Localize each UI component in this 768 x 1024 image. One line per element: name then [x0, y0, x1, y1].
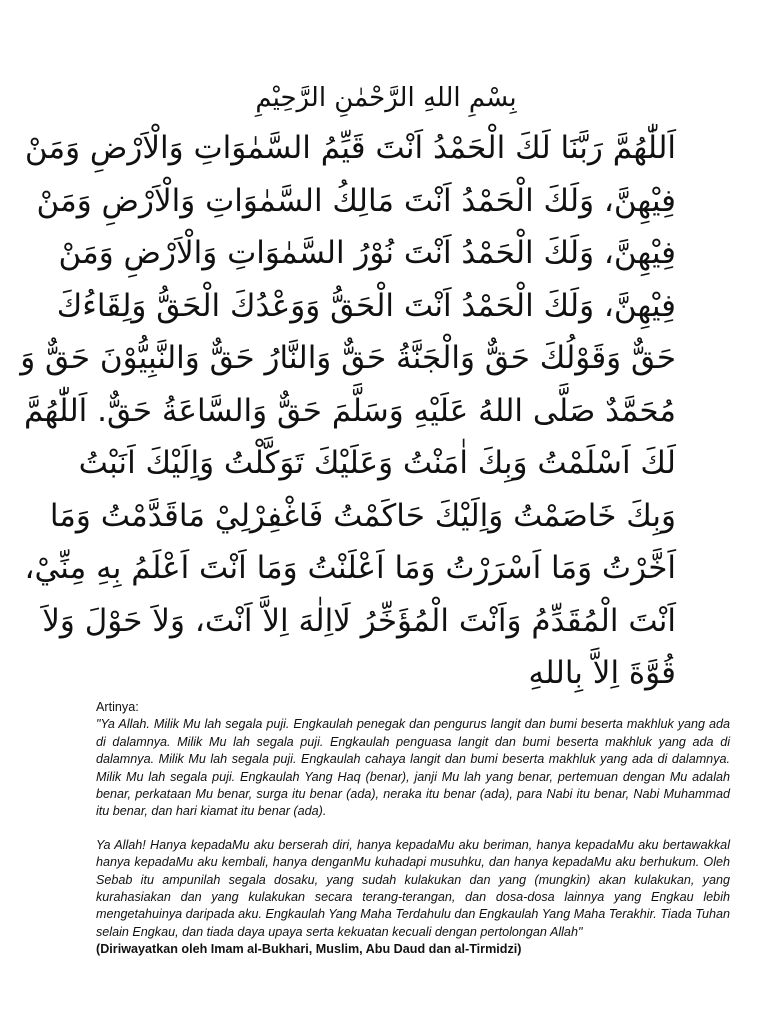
- arabic-line: وَبِكَ خَاصَمْتُ وَاِلَيْكَ حَاكَمْتُ فَاغْفِرْلِيْ مَاقَدَّمْتُ وَمَا: [49, 497, 676, 534]
- arabic-line: اَخَّرْتُ وَمَا اَسْرَرْتُ وَمَا اَعْلَنْتُ وَمَا اَنْتَ اَعْلَمُ بِهِ مِنِّيْ،: [24, 550, 676, 586]
- arabic-line: فِيْهِنَّ، وَلَكَ الْحَمْدُ اَنْتَ الْحَقُّ وَوَعْدُكَ الْحَقُّ وَلِقَاءُكَ: [56, 287, 676, 324]
- narration-source: (Diriwayatkan oleh Imam al-Bukhari, Muslim, Abu Daud dan al-Tirmidzi): [96, 942, 522, 957]
- translation-section: [96, 699, 730, 959]
- translation-label: Artinya:: [96, 700, 139, 714]
- arabic-line: فِيْهِنَّ، وَلَكَ الْحَمْدُ اَنْتَ نُوْرُ السَّمٰوَاتِ وَالْاَرْضِ وَمَنْ: [58, 235, 676, 271]
- arabic-prayer-text: [20, 78, 676, 700]
- arabic-line: اَنْتَ الْمُقَدِّمُ وَاَنْتَ الْمُؤَخِّرُ لَااِلٰهَ اِلاَّ اَنْتَ، وَلاَ حَوْلَ وَلاَ: [42, 602, 676, 639]
- arabic-line: فِيْهِنَّ، وَلَكَ الْحَمْدُ اَنْتَ مَالِكُ السَّمٰوَاتِ وَالْاَرْضِ وَمَنْ: [36, 182, 676, 219]
- arabic-line: قُوَّةَ اِلاَّ بِاللهِ: [528, 655, 676, 691]
- arabic-line: حَقٌّ وَقَوْلُكَ حَقٌّ وَالْجَنَّةُ حَقٌّ وَالنَّارُ حَقٌّ وَالنَّبِيُّوْنَ حَقٌّ وَ: [20, 340, 676, 376]
- translation-paragraph-2: Ya Allah! Hanya kepadaMu aku berserah diri, hanya kepadaMu aku beriman, hanya kepadaMu aku bertawakkal hanya kepadaMu aku kembali, hanya denganMu kuhadapi musuhku, dan hanya kepadaMu aku berhukum. Oleh Sebab itu ampunilah segala dosaku, yang sudah kulakukan dan yang (mungkin) akan kulakukan, yang kurahasiakan dan yang kulakukan secara terang-terangan, dan dosa-dosa lainnya yang Engkau lebih mengetahuinya daripada aku. Engkaulah Yang Maha Terdahulu dan Engkaulah Yang Maha Terakhir. Tiada Tuhan selain Engkau, dan tiada daya upaya serta kekuatan kecuali dengan pertolongan Allah": [96, 837, 730, 939]
- translation-paragraph-1: "Ya Allah. Milik Mu lah segala puji. Engkaulah penegak dan pengurus langit dan bumi beserta makhluk yang ada di dalamnya. Milik Mu lah segala puji. Engkaulah penguasa langit dan bumi beserta makhluk yang ada di dalamnya. Milik Mu lah segala puji. Engkaulah cahaya langit dan bumi beserta makhluk yang ada di dalamnya. Milik Mu lah segala puji. Engkaulah Yang Haq (benar), janji Mu lah yang benar, pertemuan dengan Mu adalah benar, perkataan Mu benar, surga itu benar (ada), neraka itu benar (ada), para Nabi itu benar, Nabi Muhammad itu benar, dan hari kiamat itu benar (ada).: [96, 717, 730, 819]
- basmala-heading: بِسْمِ اللهِ الرَّحْمٰنِ الرَّحِيْمِ: [255, 83, 517, 113]
- arabic-line: لَكَ اَسْلَمْتُ وَبِكَ اٰمَنْتُ وَعَلَيْكَ تَوَكَّلْتُ وَاِلَيْكَ اَنَبْتُ: [78, 445, 676, 481]
- arabic-line: مُحَمَّدٌ صَلَّى اللهُ عَلَيْهِ وَسَلَّمَ حَقٌّ وَالسَّاعَةُ حَقٌّ. اَللّٰهُمَّ: [24, 392, 676, 429]
- arabic-line: اَللّٰهُمَّ رَبَّنَا لَكَ الْحَمْدُ اَنْتَ قَيِّمُ السَّمٰوَاتِ وَالْاَرْضِ وَمَنْ: [24, 130, 676, 166]
